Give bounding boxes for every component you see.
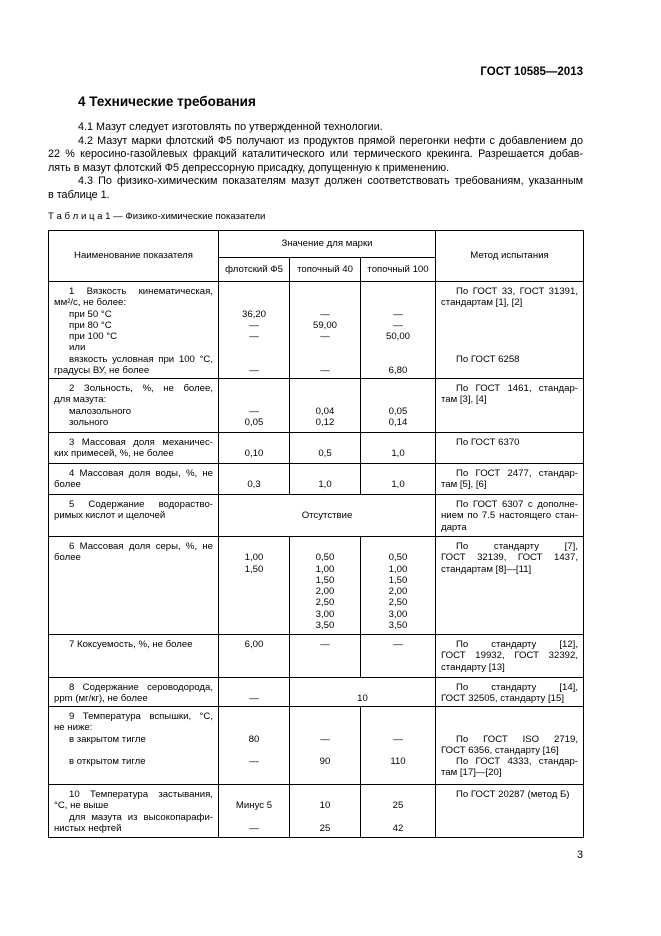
method-line: там [3], [4] [441, 394, 487, 406]
indicator-line: в закрытом тигле [69, 733, 146, 745]
indicator-line: для мазута из высокопарафи- [69, 811, 213, 823]
line-spacer [224, 297, 284, 308]
value-40-cell [290, 707, 361, 785]
line-spacer [224, 682, 284, 693]
value-100-cell [361, 282, 436, 379]
value-100-cell [361, 785, 436, 838]
method-cell [436, 678, 584, 707]
line-spacer [224, 342, 284, 353]
header-grade-40: топочный 40 [290, 258, 361, 282]
value: — [249, 365, 259, 377]
line-spacer [295, 437, 355, 448]
value: 0,5 [318, 448, 332, 460]
document-id-header: ГОСТ 10585—2013 [480, 66, 583, 78]
value: 10 [357, 693, 368, 705]
value-40-cell [290, 464, 361, 495]
indicator-line: 6 Массовая доля серы, %, не [69, 541, 213, 552]
line-spacer [295, 682, 430, 693]
indicator-line: более [54, 479, 81, 491]
method-line: ГОСТ 6356, стандарту [16] [441, 744, 559, 756]
line-spacer [441, 320, 578, 331]
value: 42 [392, 822, 404, 834]
indicator-line: 10 Температура застывания, [69, 789, 213, 800]
line-spacer [366, 541, 430, 552]
indicator-cell [49, 464, 219, 495]
method-line: дарта [441, 521, 467, 533]
indicator-line: ppm (мг/кг), не более [54, 693, 148, 705]
line-spacer [295, 722, 355, 733]
method-cell [436, 282, 584, 379]
value: 1,0 [318, 479, 332, 491]
value-40-cell [290, 635, 361, 678]
value: — [249, 693, 259, 705]
line-spacer [366, 383, 430, 394]
method-line: стандарту [13] [441, 661, 505, 673]
value: — [249, 405, 259, 417]
indicator-line: 9 Температура вспышки, °С, [69, 711, 213, 722]
value: 25 [319, 822, 331, 834]
indicator-cell [49, 282, 219, 379]
table-row [49, 678, 584, 707]
table-row [49, 464, 584, 495]
value: 59,00 [312, 319, 337, 331]
value: Отсутствие [301, 510, 353, 522]
indicator-line: 4 Массовая доля воды, %, не [69, 468, 213, 479]
indicator-line: 5 Содержание водораство- [69, 499, 213, 510]
method-line: По ГОСТ 33, ГОСТ 31391, [456, 286, 578, 297]
value-40-cell [290, 785, 361, 838]
value: 1,0 [391, 479, 405, 491]
line-spacer [295, 286, 355, 297]
method-cell [436, 707, 584, 785]
method-line: стандартам [8]—[11] [441, 563, 532, 575]
indicator-cell [49, 707, 219, 785]
table-row [49, 785, 584, 838]
value: 3,50 [315, 620, 335, 632]
value: 2,00 [315, 586, 335, 598]
line-spacer [295, 789, 355, 800]
indicator-line: нистых нефтей [54, 822, 122, 834]
indicator-line: градусы ВУ, не более [54, 365, 150, 377]
line-spacer [366, 812, 430, 823]
value-40-cell [290, 282, 361, 379]
value: 10 [319, 800, 331, 812]
line-spacer [224, 789, 284, 800]
value-100-cell [361, 537, 436, 635]
line-spacer [366, 286, 430, 297]
value: Минус 5 [235, 800, 273, 812]
indicator-line: ких примесей, %, не более [54, 448, 174, 460]
value: 6,80 [388, 365, 408, 377]
method-cell [436, 464, 584, 495]
method-cell [436, 379, 584, 433]
indicator-cell [49, 678, 219, 707]
paragraph-4-1-line: 4.1 Мазут следует изготовлять по утвержденной технологии. [78, 121, 383, 133]
line-spacer [441, 342, 578, 353]
indicator-cell [49, 495, 219, 537]
table-row [49, 537, 584, 635]
indicator-line: вязкость условная при 100 °С, [69, 353, 213, 365]
value-f5-cell [219, 379, 290, 433]
indicator-line: или [69, 342, 86, 354]
table-row [49, 282, 584, 379]
line-spacer [295, 383, 355, 394]
indicator-line: в открытом тигле [69, 756, 146, 768]
value: — [320, 365, 330, 377]
section-title: 4 Технические требования [78, 94, 256, 109]
value: — [393, 319, 403, 331]
indicator-line: при 100 °С [69, 331, 117, 343]
indicator-cell [49, 785, 219, 838]
line-spacer [366, 354, 430, 365]
value-100-cell [361, 379, 436, 433]
line-spacer [441, 711, 578, 722]
line-spacer [366, 342, 430, 353]
indicator-line: зольного [69, 416, 109, 428]
table-row [49, 495, 584, 537]
line-spacer [441, 309, 578, 320]
indicator-line: 3 Массовая доля механичес- [69, 437, 213, 448]
method-line: там [17]—[20] [441, 767, 502, 779]
value-f5-cell [219, 282, 290, 379]
value: — [320, 639, 330, 650]
line-spacer [224, 437, 284, 448]
method-cell [436, 433, 584, 464]
value-f5-cell [219, 785, 290, 838]
paragraph-4-2-line: лять в мазут флотский Ф5 депрессорную присадку, допущенную к применению. [48, 161, 450, 174]
value: 1,00 [315, 563, 335, 575]
value: — [249, 331, 259, 343]
method-line: По ГОСТ 6307 с дополне- [456, 499, 578, 510]
value-f5-cell [219, 707, 290, 785]
indicator-cell [49, 433, 219, 464]
value: 25 [392, 800, 404, 812]
indicator-line: при 50 °С [69, 308, 112, 320]
value-40-cell [290, 433, 361, 464]
method-cell [436, 635, 584, 678]
line-spacer [295, 297, 355, 308]
indicator-line: более [54, 552, 81, 564]
method-line: По ГОСТ 6258 [456, 353, 520, 365]
indicator-line: 8 Содержание сероводорода, [69, 682, 213, 693]
value: 0,50 [388, 552, 408, 564]
value: 90 [319, 756, 331, 768]
line-spacer [295, 394, 355, 405]
header-value-group: Значение для марки [219, 231, 436, 258]
method-line: По стандарту [12], [456, 639, 578, 650]
table-row [49, 707, 584, 785]
method-line: По ГОСТ 2477, стандар- [456, 468, 578, 479]
value-100-cell [361, 635, 436, 678]
paragraph-4-2-line: 22 % керосино-газойлевых фракций каталитического или термического крекинга. Разрешается добав- [48, 148, 583, 160]
method-line: По стандарту [14], [456, 682, 578, 693]
value: — [320, 331, 330, 343]
value: 0,10 [244, 448, 264, 460]
value: 0,50 [315, 552, 335, 564]
value: 6,00 [244, 639, 264, 650]
value: — [249, 756, 259, 768]
indicator-cell [49, 379, 219, 433]
value: — [393, 639, 403, 650]
method-line: ГОСТ 19932, ГОСТ 32392, [441, 650, 578, 662]
value: 80 [248, 733, 260, 745]
value: — [249, 319, 259, 331]
paragraph-4-3-line: в таблице 1. [48, 188, 110, 201]
line-spacer [224, 541, 284, 552]
value: 1,0 [391, 448, 405, 460]
value-40-cell [290, 537, 361, 635]
method-line: ГОСТ 32139, ГОСТ 1437, [441, 552, 578, 564]
value: 2,50 [315, 597, 335, 609]
line-spacer [366, 297, 430, 308]
line-spacer [295, 745, 355, 756]
value: 0,3 [247, 479, 261, 491]
value: — [393, 308, 403, 320]
paragraph-4-3-line: 4.3 По физико-химическим показателям мазут должен соответствовать требованиям, указанным [78, 175, 583, 187]
line-spacer [295, 342, 355, 353]
table-row [49, 379, 584, 433]
indicator-line: мм²/с, не более: [54, 297, 127, 309]
value-100-cell [361, 464, 436, 495]
method-line: ГОСТ 32505, стандарту [15] [441, 693, 565, 705]
value: 1,50 [315, 574, 335, 586]
value-f5-cell [219, 537, 290, 635]
line-spacer [441, 722, 578, 733]
header-test-method: Метод испытания [436, 231, 584, 282]
line-spacer [366, 789, 430, 800]
value-f5-cell [219, 433, 290, 464]
value: 2,50 [388, 597, 408, 609]
value-40-cell [290, 379, 361, 433]
indicator-line: 7 Коксуемость, %, не более [69, 639, 193, 650]
line-spacer [224, 394, 284, 405]
indicator-cell [49, 635, 219, 678]
line-spacer [366, 722, 430, 733]
value: 1,50 [388, 574, 408, 586]
method-line: стандартам [1], [2] [441, 297, 523, 309]
line-spacer [224, 722, 284, 733]
value: 2,00 [388, 586, 408, 598]
value: 1,00 [388, 563, 408, 575]
value-f5-cell [219, 678, 290, 707]
value: 110 [390, 756, 406, 768]
indicator-line: при 80 °С [69, 319, 112, 331]
indicator-line: малозольного [69, 405, 132, 417]
value-all-grades-cell [219, 495, 436, 537]
indicator-line: 2 Зольность, %, не более, [69, 383, 213, 394]
value-40-100-cell [290, 678, 436, 707]
table-caption: Т а б л и ц а 1 — Физико-химические показатели [48, 211, 266, 222]
header-indicator-name: Наименование показателя [49, 231, 219, 282]
value: — [249, 822, 259, 834]
value: 0,12 [315, 416, 335, 428]
value: 1,50 [244, 563, 264, 575]
line-spacer [295, 468, 355, 479]
method-line: По ГОСТ 20287 (метод Б) [456, 789, 570, 800]
line-spacer [224, 354, 284, 365]
header-grade-f5: флотский Ф5 [219, 258, 290, 282]
line-spacer [295, 812, 355, 823]
value: 36,20 [241, 308, 266, 320]
method-line: По ГОСТ 1461, стандар- [456, 383, 578, 394]
indicator-line: 1 Вязкость кинематическая, [69, 286, 213, 297]
value: 3,50 [388, 620, 408, 632]
indicator-line: °С, не выше [54, 800, 109, 812]
method-line: По стандарту [7], [456, 541, 578, 552]
value: 0,05 [244, 416, 264, 428]
table-header-row [49, 231, 584, 258]
value: — [393, 733, 403, 745]
value-f5-cell [219, 464, 290, 495]
page-number: 3 [576, 849, 583, 861]
line-spacer [366, 745, 430, 756]
indicator-line: римых кислот и щелочей [54, 510, 166, 522]
value: 50,00 [385, 331, 410, 343]
indicator-line: не ниже: [54, 722, 93, 734]
line-spacer [441, 331, 578, 342]
method-line: По ГОСТ ISO 2719, [456, 733, 578, 745]
indicator-line: для мазута: [54, 394, 107, 406]
line-spacer [224, 499, 430, 510]
physicochemical-table [48, 230, 584, 838]
line-spacer [366, 394, 430, 405]
value: 3,00 [315, 608, 335, 620]
line-spacer [54, 745, 213, 756]
method-line: там [5], [6] [441, 479, 487, 491]
indicator-cell [49, 537, 219, 635]
value: 0,05 [388, 405, 408, 417]
line-spacer [224, 468, 284, 479]
header-grade-100: топочный 100 [361, 258, 436, 282]
table-row [49, 433, 584, 464]
line-spacer [366, 437, 430, 448]
line-spacer [295, 541, 355, 552]
line-spacer [224, 711, 284, 722]
value: 1,00 [244, 552, 264, 564]
line-spacer [366, 468, 430, 479]
value: — [320, 308, 330, 320]
method-cell [436, 785, 584, 838]
line-spacer [366, 711, 430, 722]
line-spacer [295, 354, 355, 365]
table-row [49, 635, 584, 678]
line-spacer [224, 745, 284, 756]
method-cell [436, 537, 584, 635]
value-100-cell [361, 433, 436, 464]
value: — [320, 733, 330, 745]
method-line: По ГОСТ 4333, стандар- [456, 756, 578, 768]
method-cell [436, 495, 584, 537]
value: 0,04 [315, 405, 335, 417]
line-spacer [224, 286, 284, 297]
value: 3,00 [388, 608, 408, 620]
value-f5-cell [219, 635, 290, 678]
value-100-cell [361, 707, 436, 785]
line-spacer [224, 812, 284, 823]
line-spacer [295, 711, 355, 722]
value: 0,14 [388, 416, 408, 428]
line-spacer [224, 383, 284, 394]
paragraph-4-2-line: 4.2 Мазут марки флотский Ф5 получают из продуктов прямой перегонки нефти с добавлением до [78, 134, 583, 147]
method-line: нием по 7.5 настоящего стан- [441, 510, 578, 522]
section-body [48, 121, 583, 202]
method-line: По ГОСТ 6370 [456, 437, 520, 448]
